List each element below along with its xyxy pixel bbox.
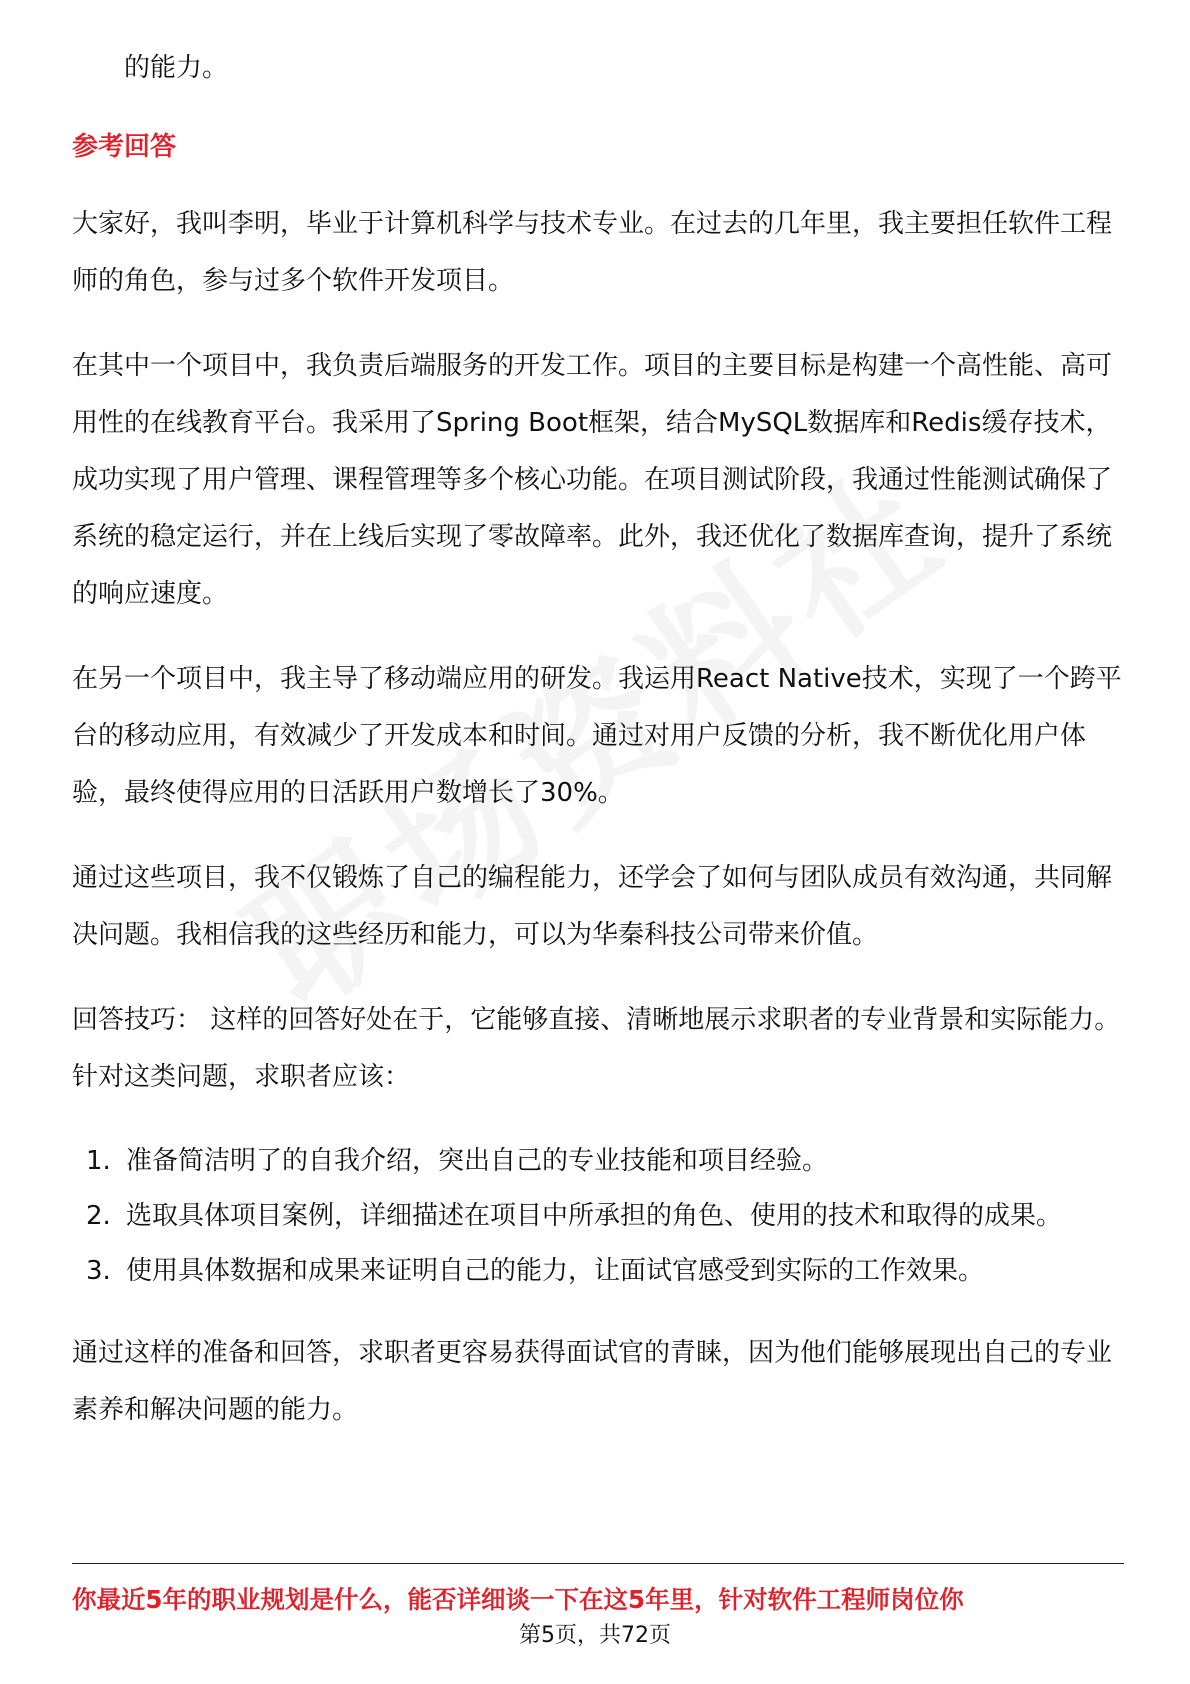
answer-paragraph-1: 大家好，我叫李明，毕业于计算机科学与技术专业。在过去的几年里，我主要担任软件工程师的角色，参与过多个软件开发项目。 xyxy=(72,209,1113,296)
conclusion-paragraph: 通过这样的准备和回答，求职者更容易获得面试官的青睐，因为他们能够展现出自己的专业素养和解决问题的能力。 xyxy=(72,1338,1113,1425)
page-footer: 第5页，共72页 xyxy=(519,1623,671,1648)
answer-paragraph-4: 通过这些项目，我不仅锻炼了自己的编程能力，还学会了如何与团队成员有效沟通，共同解决问题。我相信我的这些经历和能力，可以为华秦科技公司带来价值。 xyxy=(72,863,1113,950)
list-item-number: 2. xyxy=(86,1201,111,1231)
tips-intro: 回答技巧： 这样的回答好处在于，它能够直接、清晰地展示求职者的专业背景和实际能力。针对这类问题，求职者应该： xyxy=(72,1005,1121,1092)
document-body xyxy=(72,40,1122,1467)
tips-list xyxy=(72,1134,1122,1299)
list-item-text: 选取具体项目案例，详细描述在项目中所承担的角色、使用的技术和取得的成果。 xyxy=(126,1201,1063,1231)
list-item-text: 使用具体数据和成果来证明自己的能力，让面试官感受到实际的工作效果。 xyxy=(126,1256,985,1286)
continuation-text: 的能力。 xyxy=(124,53,229,83)
list-item xyxy=(72,1189,1122,1244)
list-item xyxy=(72,1244,1122,1299)
list-item-number: 3. xyxy=(86,1256,111,1286)
answer-paragraph-3: 在另一个项目中，我主导了移动端应用的研发。我运用React Native技术，实现了一个跨平台的移动应用，有效减少了开发成本和时间。通过对用户反馈的分析，我不断优化用户体验，最终使得应用的日活跃用户数增长了30%。 xyxy=(72,664,1122,808)
list-item-text: 准备简洁明了的自我介绍，突出自己的专业技能和项目经验。 xyxy=(126,1146,829,1176)
list-item xyxy=(72,1134,1122,1189)
answer-paragraph-2: 在其中一个项目中，我负责后端服务的开发工作。项目的主要目标是构建一个高性能、高可用性的在线教育平台。我采用了Spring Boot框架，结合MySQL数据库和Redis缓存技术，成功实现了用户管理、课程管理等多个核心功能。在项目测试阶段，我通过性能测试确保了系统的稳定运行，并在上线后实现了零故障率。此外，我还优化了数据库查询，提升了系统的响应速度。 xyxy=(72,351,1113,609)
next-question-heading: 你最近5年的职业规划是什么，能否详细谈一下在这5年里，针对软件工程师岗位你 xyxy=(72,1585,964,1614)
section-divider xyxy=(72,1563,1124,1564)
list-item-number: 1. xyxy=(86,1146,111,1176)
section-title: 参考回答 xyxy=(72,132,177,162)
